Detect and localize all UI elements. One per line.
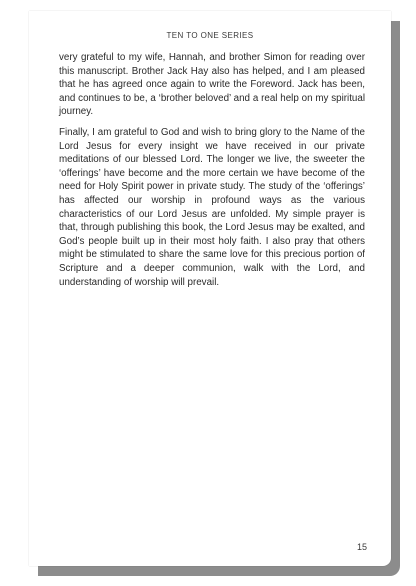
paragraph-acknowledgements: very grateful to my wife, Hannah, and brother Simon for reading over this manuscript. Brother Jack Hay also has helped, and I am pleased that he has agreed once again to write the Foreword. Jack has been, and continues to be, a ‘brother beloved’ and a real help on my spiritual journey. (59, 52, 365, 118)
running-header: TEN TO ONE SERIES (166, 31, 254, 40)
body-text (59, 51, 365, 296)
page-number: 15 (356, 542, 367, 552)
book-page (29, 11, 391, 566)
paragraph-closing-prayer: Finally, I am grateful to God and wish to bring glory to the Name of the Lord Jesus for every insight we have received in our private meditations of our blessed Lord. The longer we live, the sweeter the ‘offerings’ have become and the more certain we have become of the need for Holy Spirit power in private study. The study of the ‘offerings’ has affected our worship in profound ways as the various characteristics of our Lord Jesus are unfolded. My simple prayer is that, through publishing this book, the Lord Jesus may be exalted, and God’s people built up in their most holy faith. I also pray that others might be stimulated to share the same love for this precious portion of Scripture and a deeper communion, walk with the Lord, and understanding of worship will prevail. (59, 126, 365, 288)
